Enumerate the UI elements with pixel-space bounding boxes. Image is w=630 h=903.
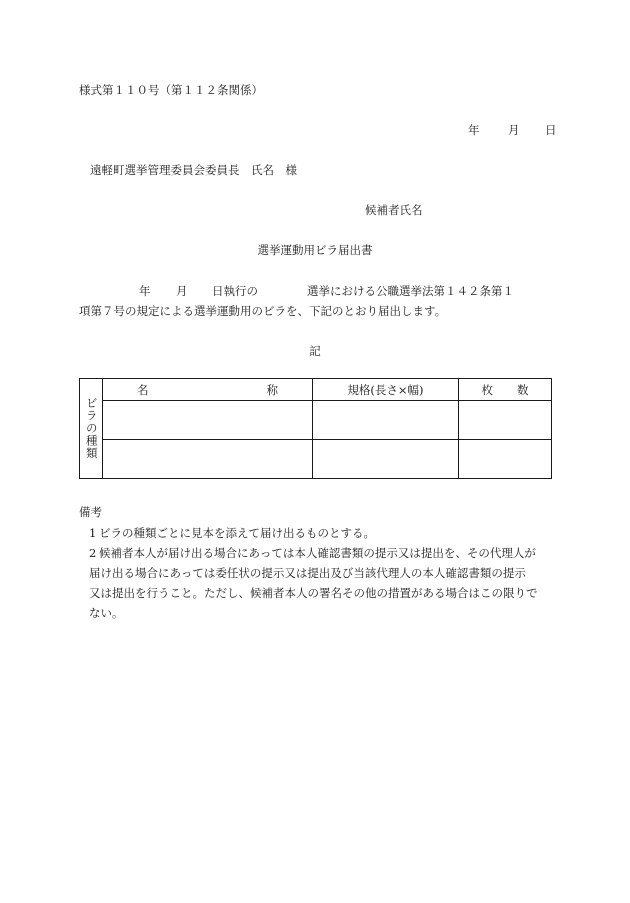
- ki-heading: 記: [309, 344, 321, 358]
- date-line: [468, 122, 557, 138]
- col-count-left: 枚: [481, 382, 493, 397]
- row1-name-cell[interactable]: [103, 401, 313, 440]
- remarks-list: [79, 523, 551, 623]
- remark-number: 1: [89, 526, 97, 540]
- remark-number: 2: [89, 546, 97, 560]
- body-month: 月: [176, 284, 188, 298]
- flyer-type-label: ビラの種類: [84, 397, 99, 460]
- col-count-right: 数: [517, 382, 529, 397]
- remark-line: 候補者本人が届け出る場合にあっては本人確認書類の提示又は提出を、その代理人が: [99, 546, 536, 560]
- body-line-1: [79, 281, 551, 301]
- col-spec-header: 規格(長さ×幅): [313, 379, 459, 401]
- date-year: 年: [468, 123, 480, 137]
- row2-count-cell[interactable]: [459, 440, 552, 479]
- remark-line: 届け出る場合にあっては委任状の提示又は提出及び当該代理人の本人確認書類の提示: [89, 566, 526, 580]
- row2-spec-cell[interactable]: [313, 440, 459, 479]
- body-paragraph: [79, 281, 551, 321]
- remark-line: ビラの種類ごとに見本を添えて届け出るものとする。: [99, 526, 375, 540]
- flyer-table: [79, 378, 552, 479]
- table-row: [80, 401, 552, 440]
- remark-line: ない。: [89, 606, 124, 620]
- body-rest: 選挙における公職選挙法第１４２条第１: [307, 284, 514, 298]
- remark-line: 又は提出を行うこと。ただし、候補者本人の署名その他の措置がある場合はこの限りで: [89, 586, 538, 600]
- col-name-left: 名: [137, 382, 149, 397]
- row1-spec-cell[interactable]: [313, 401, 459, 440]
- remark-item: [79, 523, 551, 543]
- date-month: 月: [508, 123, 520, 137]
- body-line-2: 項第７号の規定による選挙運動用のビラを、下記のとおり届出します。: [79, 304, 447, 318]
- body-day-exec: 日執行の: [212, 284, 258, 298]
- body-year: 年: [139, 284, 151, 298]
- form-number: 様式第１１０号（第１１２条関係）: [79, 83, 263, 97]
- remark-item: [79, 543, 551, 623]
- col-name-right: 称: [266, 382, 278, 397]
- col-count-header: [459, 379, 552, 401]
- table-row: [80, 440, 552, 479]
- flyer-type-cell: [80, 379, 103, 479]
- row1-count-cell[interactable]: [459, 401, 552, 440]
- addressee: 遠軽町選挙管理委員会委員長 氏名 様: [90, 163, 297, 177]
- row2-name-cell[interactable]: [103, 440, 313, 479]
- col-name-header: [103, 379, 313, 401]
- date-day: 日: [545, 123, 557, 137]
- remarks-title: 備考: [79, 505, 102, 519]
- document-title: 選挙運動用ビラ届出書: [257, 243, 373, 257]
- candidate-name-label: 候補者氏名: [365, 203, 423, 217]
